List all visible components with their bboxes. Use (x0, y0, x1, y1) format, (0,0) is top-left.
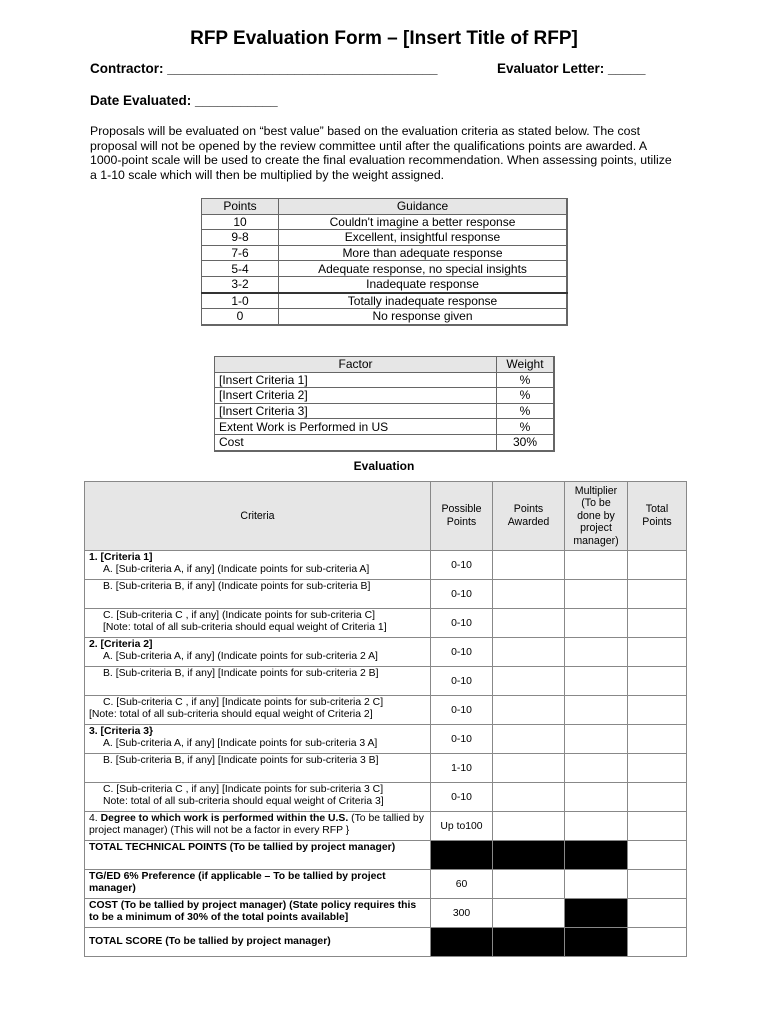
guidance-header-guidance: Guidance (279, 199, 568, 215)
sub-criteria-text: A. [Sub-criteria A, if any] (Indicate points for sub-criteria A] (103, 563, 370, 575)
total-score-cell[interactable] (628, 928, 687, 957)
sub-criteria-text: B. [Sub-criteria B, if any] [Indicate points for sub-criteria 3 B] (103, 755, 379, 766)
multiplier-cell[interactable] (565, 783, 628, 812)
factor-row (215, 372, 555, 388)
sub-criteria-note: [Note: total of all sub-criteria should equal weight of Criteria 1] (103, 621, 387, 633)
guidance-row (202, 293, 568, 309)
header-total-points: Total Points (628, 482, 687, 551)
total-points-cell[interactable] (628, 870, 687, 899)
guidance-points: 7-6 (202, 245, 279, 261)
criteria-cell (85, 812, 431, 841)
points-awarded-cell[interactable] (493, 870, 565, 899)
criteria-4-heading: Degree to which work is performed within the U.S. (100, 813, 349, 824)
guidance-row (202, 230, 568, 246)
criteria-2-heading: 2. [Criteria 2] (89, 639, 153, 650)
sub-criteria-text: C. [Sub-criteria C , if any] [Indicate points for sub-criteria 3 C] (103, 784, 384, 795)
criteria-row (85, 638, 687, 667)
factor-row (215, 434, 555, 450)
blocked-cell (565, 899, 628, 928)
guidance-text: Couldn't imagine a better response (279, 214, 568, 230)
possible-points: 60 (431, 870, 493, 899)
criteria-row (85, 725, 687, 754)
criteria-1-heading: 1. [Criteria 1] (89, 552, 153, 563)
criteria-row (85, 783, 687, 812)
factor-weight-table (214, 356, 555, 452)
cost-label: COST (To be tallied by project manager) (State policy requires this to be a minimum of 30% of the total points available] (85, 899, 431, 928)
multiplier-cell[interactable] (565, 551, 628, 580)
form-title: RFP Evaluation Form – [Insert Title of RFP] (190, 28, 578, 49)
total-points-cell[interactable] (628, 754, 687, 783)
possible-points: 1-10 (431, 754, 493, 783)
criteria-cell (85, 783, 431, 812)
contractor-field[interactable]: Contractor: ____________________________________ (90, 61, 438, 76)
evaluation-table (84, 481, 687, 957)
criteria-4-note: (To be tallied by project manager) (This will not be a factor in every RFP } (89, 813, 424, 836)
points-awarded-cell[interactable] (493, 609, 565, 638)
guidance-points: 3-2 (202, 276, 279, 292)
factor-name: [Insert Criteria 3] (215, 403, 497, 419)
guidance-header-points: Points (202, 199, 279, 215)
guidance-points: 1-0 (202, 293, 279, 309)
guidance-points: 10 (202, 214, 279, 230)
guidance-row (202, 214, 568, 230)
factor-weight[interactable]: % (497, 372, 555, 388)
multiplier-cell[interactable] (565, 667, 628, 696)
guidance-text: Totally inadequate response (279, 293, 568, 309)
points-awarded-cell[interactable] (493, 551, 565, 580)
total-points-cell[interactable] (628, 638, 687, 667)
criteria-cell (85, 725, 431, 754)
possible-points: 0-10 (431, 609, 493, 638)
guidance-row (202, 276, 568, 292)
factor-name: [Insert Criteria 1] (215, 372, 497, 388)
guidance-points: 5-4 (202, 261, 279, 277)
possible-points: 0-10 (431, 696, 493, 725)
evaluation-title: Evaluation (353, 459, 415, 473)
points-awarded-cell[interactable] (493, 638, 565, 667)
multiplier-cell[interactable] (565, 812, 628, 841)
criteria-row (85, 580, 687, 609)
multiplier-cell[interactable] (565, 580, 628, 609)
guidance-text: Excellent, insightful response (279, 230, 568, 246)
possible-points: 0-10 (431, 783, 493, 812)
possible-points: 0-10 (431, 725, 493, 754)
sub-criteria-note: Note: total of all sub-criteria should equal weight of Criteria 3] (103, 795, 384, 807)
points-awarded-cell[interactable] (493, 754, 565, 783)
cost-row (85, 899, 687, 928)
criteria-cell (85, 754, 431, 783)
criteria-row (85, 609, 687, 638)
criteria-cell (85, 667, 431, 696)
factor-header-weight: Weight (497, 357, 555, 373)
possible-points: 0-10 (431, 551, 493, 580)
multiplier-cell[interactable] (565, 696, 628, 725)
total-score-label: TOTAL SCORE (To be tallied by project manager) (85, 928, 431, 957)
intro-paragraph: Proposals will be evaluated on “best value” based on the evaluation criteria as stated below. The cost proposal will not be opened by the review committee until after the qualifications points are awarded. A 1000-point scale will be used to create the final evaluation recommendation. When assessing points, utilize a 1-10 scale which will then be multiplied by the weight assigned. (90, 124, 672, 182)
criteria-cell (85, 551, 431, 580)
factor-row (215, 388, 555, 404)
criteria-4-number: 4. (89, 813, 101, 824)
guidance-header-row (202, 199, 568, 215)
multiplier-cell[interactable] (565, 870, 628, 899)
blocked-cell (565, 841, 628, 870)
factor-weight[interactable]: % (497, 388, 555, 404)
guidance-row (202, 261, 568, 277)
factor-name: Cost (215, 434, 497, 450)
points-awarded-cell[interactable] (493, 812, 565, 841)
sub-criteria-text: A. [Sub-criteria A, if any] [Indicate points for sub-criteria 3 A] (103, 737, 378, 749)
sub-criteria-text: B. [Sub-criteria B, if any] (Indicate points for sub-criteria B] (103, 581, 371, 592)
guidance-text: Inadequate response (279, 276, 568, 292)
multiplier-cell[interactable] (565, 754, 628, 783)
criteria-row (85, 812, 687, 841)
total-points-cell[interactable] (628, 609, 687, 638)
blocked-cell (565, 928, 628, 957)
header-multiplier: Multiplier (To be done by project manager) (565, 482, 628, 551)
possible-points: 0-10 (431, 638, 493, 667)
multiplier-cell[interactable] (565, 725, 628, 754)
total-score-row (85, 928, 687, 957)
sub-criteria-text: A. [Sub-criteria A, if any] (Indicate points for sub-criteria 2 A] (103, 650, 378, 662)
total-points-cell[interactable] (628, 580, 687, 609)
total-points-cell[interactable] (628, 899, 687, 928)
points-awarded-cell[interactable] (493, 667, 565, 696)
points-awarded-cell[interactable] (493, 783, 565, 812)
total-points-cell[interactable] (628, 812, 687, 841)
header-possible-points: Possible Points (431, 482, 493, 551)
guidance-row (202, 245, 568, 261)
header-criteria: Criteria (85, 482, 431, 551)
possible-points: 300 (431, 899, 493, 928)
criteria-3-heading: 3. [Criteria 3} (89, 726, 154, 737)
total-points-cell[interactable] (628, 783, 687, 812)
evaluation-header-row (85, 482, 687, 551)
blocked-cell (431, 928, 493, 957)
criteria-cell (85, 638, 431, 667)
factor-header-row (215, 357, 555, 373)
criteria-row (85, 754, 687, 783)
multiplier-cell[interactable] (565, 638, 628, 667)
points-awarded-cell[interactable] (493, 725, 565, 754)
factor-weight[interactable]: % (497, 419, 555, 435)
points-awarded-cell[interactable] (493, 696, 565, 725)
guidance-points: 9-8 (202, 230, 279, 246)
factor-row (215, 403, 555, 419)
total-points-cell[interactable] (628, 841, 687, 870)
guidance-row (202, 309, 568, 325)
blocked-cell (493, 928, 565, 957)
possible-points: Up to100 (431, 812, 493, 841)
guidance-text: No response given (279, 309, 568, 325)
tged-label: TG/ED 6% Preference (if applicable – To be tallied by project manager) (85, 870, 431, 899)
points-awarded-cell[interactable] (493, 580, 565, 609)
sub-criteria-text: C. [Sub-criteria C , if any] [Indicate points for sub-criteria 2 C] (103, 697, 384, 708)
criteria-row (85, 696, 687, 725)
tged-row (85, 870, 687, 899)
factor-name: [Insert Criteria 2] (215, 388, 497, 404)
sub-criteria-text: C. [Sub-criteria C , if any] (Indicate points for sub-criteria C] (103, 610, 375, 621)
factor-header-factor: Factor (215, 357, 497, 373)
sub-criteria-text: B. [Sub-criteria B, if any] [Indicate points for sub-criteria 2 B] (103, 668, 379, 679)
total-points-cell[interactable] (628, 696, 687, 725)
total-technical-label: TOTAL TECHNICAL POINTS (To be tallied by project manager) (85, 841, 431, 870)
criteria-cell (85, 696, 431, 725)
criteria-row (85, 667, 687, 696)
criteria-cell (85, 609, 431, 638)
possible-points: 0-10 (431, 667, 493, 696)
guidance-text: Adequate response, no special insights (279, 261, 568, 277)
guidance-points: 0 (202, 309, 279, 325)
criteria-row (85, 551, 687, 580)
guidance-text: More than adequate response (279, 245, 568, 261)
blocked-cell (431, 841, 493, 870)
total-points-cell[interactable] (628, 667, 687, 696)
evaluator-letter-field[interactable]: Evaluator Letter: _____ (497, 61, 646, 76)
possible-points: 0-10 (431, 580, 493, 609)
criteria-cell (85, 580, 431, 609)
factor-row (215, 419, 555, 435)
total-technical-row (85, 841, 687, 870)
blocked-cell (493, 841, 565, 870)
factor-weight[interactable]: 30% (497, 434, 555, 450)
points-awarded-cell[interactable] (493, 899, 565, 928)
guidance-table (201, 198, 568, 326)
multiplier-cell[interactable] (565, 609, 628, 638)
factor-name: Extent Work is Performed in US (215, 419, 497, 435)
factor-weight[interactable]: % (497, 403, 555, 419)
date-evaluated-field[interactable]: Date Evaluated: ___________ (90, 93, 278, 108)
sub-criteria-note: [Note: total of all sub-criteria should equal weight of Criteria 2] (89, 708, 373, 720)
header-points-awarded: Points Awarded (493, 482, 565, 551)
total-points-cell[interactable] (628, 551, 687, 580)
total-points-cell[interactable] (628, 725, 687, 754)
